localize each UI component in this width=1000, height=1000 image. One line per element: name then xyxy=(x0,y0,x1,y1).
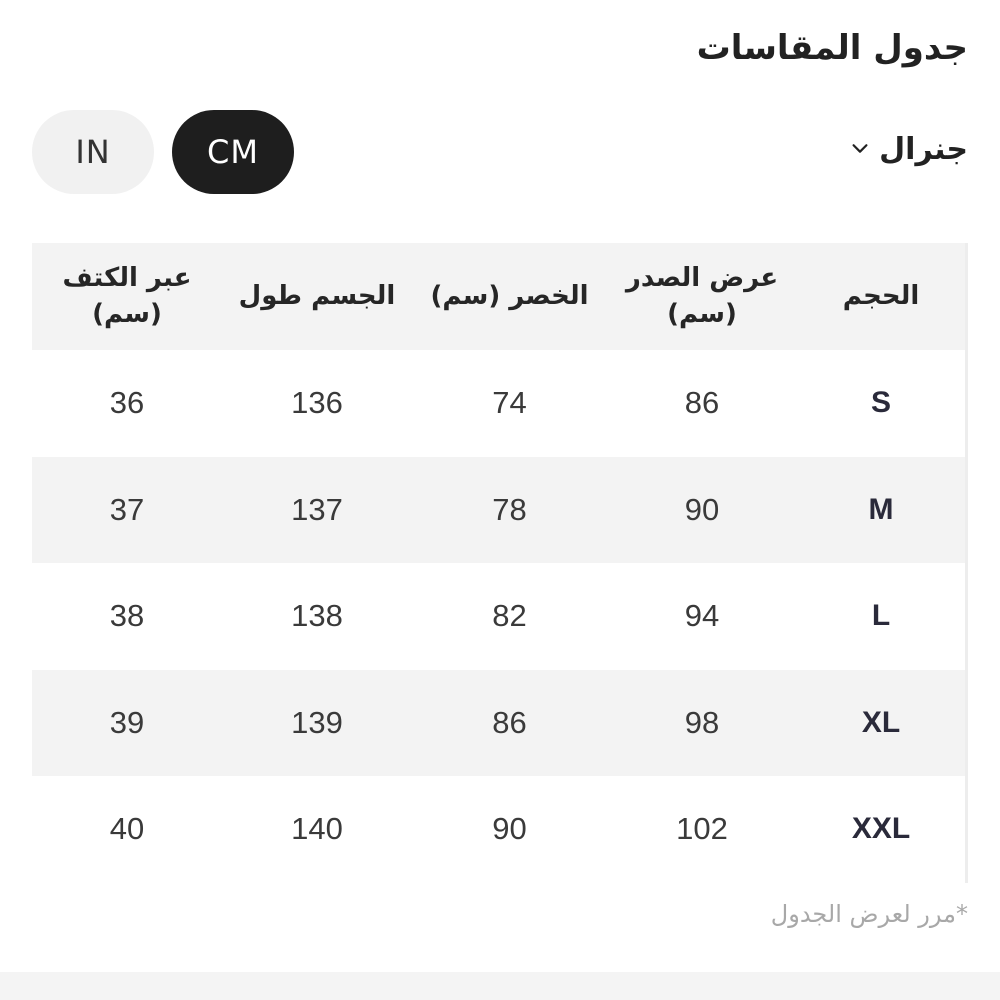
scroll-hint: *مرر لعرض الجدول xyxy=(770,900,968,928)
waist-cell: 82 xyxy=(492,598,527,634)
chest-cell: 98 xyxy=(684,704,720,740)
waist-cell: 74 xyxy=(492,385,527,421)
table-row xyxy=(32,670,965,777)
size-table[interactable] xyxy=(32,243,968,883)
size-cell: XXL xyxy=(851,812,911,846)
table-row xyxy=(32,776,965,883)
region-dropdown[interactable] xyxy=(849,132,968,167)
unit-option-cm[interactable]: CM xyxy=(172,110,294,194)
shoulder-cell: 37 xyxy=(109,491,145,527)
column-header-size: الحجم xyxy=(842,280,920,311)
column-header-body-length: الجسم طول xyxy=(238,280,396,311)
column-header-shoulder-width: عبر الكتف (سم) xyxy=(62,263,192,329)
table-header-row xyxy=(32,243,965,350)
region-dropdown-label: جنرال xyxy=(879,132,968,167)
length-cell: 137 xyxy=(291,491,343,527)
shoulder-cell: 39 xyxy=(109,704,145,740)
shoulder-cell: 40 xyxy=(109,811,145,847)
waist-cell: 78 xyxy=(492,491,527,527)
size-cell: XL xyxy=(861,705,901,739)
length-cell: 139 xyxy=(291,704,343,740)
length-cell: 140 xyxy=(291,811,343,847)
bottom-divider xyxy=(0,972,1000,1000)
size-cell: L xyxy=(871,599,891,633)
unit-option-in[interactable]: IN xyxy=(32,110,154,194)
chest-cell: 102 xyxy=(676,811,728,847)
chevron-down-icon xyxy=(849,132,871,167)
length-cell: 138 xyxy=(291,598,343,634)
waist-cell: 86 xyxy=(492,704,527,740)
table-row xyxy=(32,563,965,670)
chest-cell: 86 xyxy=(684,385,720,421)
chest-cell: 94 xyxy=(684,598,720,634)
size-cell: M xyxy=(868,492,894,526)
shoulder-cell: 38 xyxy=(109,598,145,634)
size-cell: S xyxy=(871,386,892,420)
column-header-waist: الخصر (سم) xyxy=(430,280,589,311)
chest-cell: 90 xyxy=(684,491,720,527)
shoulder-cell: 36 xyxy=(109,385,145,421)
page-title: جدول المقاسات xyxy=(696,28,968,68)
table-row xyxy=(32,457,965,564)
length-cell: 136 xyxy=(291,385,343,421)
waist-cell: 90 xyxy=(492,811,527,847)
table-row xyxy=(32,350,965,457)
column-header-chest-width: عرض الصدر (سم) xyxy=(625,263,779,329)
unit-toggle xyxy=(32,110,294,194)
